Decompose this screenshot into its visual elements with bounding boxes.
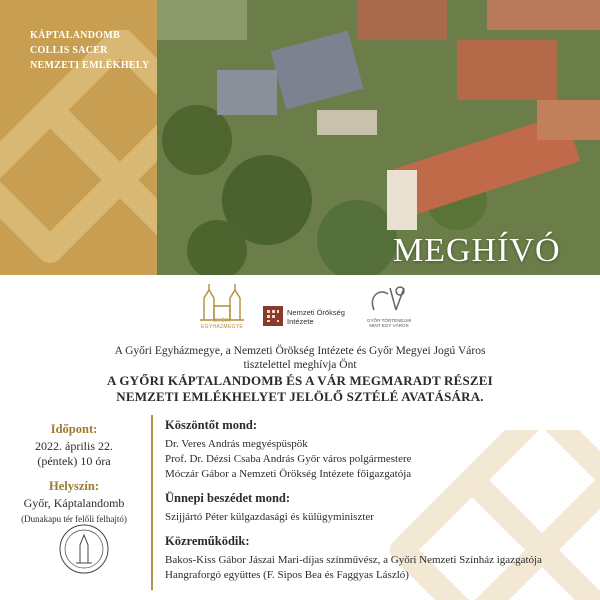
speech-speaker: Szijjártó Péter külgazdasági és külügyminiszter xyxy=(165,511,374,523)
event-details xyxy=(0,422,148,524)
intro-text xyxy=(0,344,600,372)
church-towers-icon xyxy=(196,282,248,322)
gyor-caption-line: MINT EGY VÁROS xyxy=(369,323,409,328)
speech-section xyxy=(165,491,595,525)
greeting-section xyxy=(165,418,595,482)
nok-logo xyxy=(263,306,353,330)
event-date: 2022. április 22. xyxy=(35,439,113,453)
banner-title-line: COLLIS SACER xyxy=(30,45,108,56)
performers-title: Közreműködik: xyxy=(165,534,250,548)
gyor-city-logo xyxy=(366,282,412,330)
performer: Bakos-Kiss Gábor Jászai Mari-díjas színművész, a Győri Nemzeti Színház igazgatója xyxy=(165,554,542,566)
speech-title: Ünnepi beszédet mond: xyxy=(165,491,291,505)
greeting-title: Köszöntőt mond: xyxy=(165,418,258,432)
time-label: Időpont: xyxy=(50,422,98,436)
headline-line: A GYŐRI KÁPTALANDOMB ÉS A VÁR MEGMARADT RÉSZEI xyxy=(107,373,493,388)
greeting-speaker: Móczár Gábor a Nemzeti Örökség Intézete főigazgatója xyxy=(165,468,412,480)
partner-logos xyxy=(0,282,600,332)
banner-title-line: KÁPTALANDOMB xyxy=(30,30,121,41)
diocese-caption: GYŐRI EGYHÁZMEGYE xyxy=(201,318,243,330)
headline-line: NEMZETI EMLÉKHELYET JELÖLŐ SZTÉLÉ AVATÁSÁRA. xyxy=(116,389,484,404)
greeting-speaker: Prof. Dr. Dézsi Csaba András Győr város polgármestere xyxy=(165,453,412,465)
column-divider xyxy=(151,415,153,590)
gyor-caption-line: GYŐR TÖRTÉNELMI xyxy=(366,318,412,323)
nok-mark-icon xyxy=(263,306,283,326)
program xyxy=(165,418,595,592)
intro-line: A Győri Egyházmegye, a Nemzeti Örökség Intézete és Győr Megyei Jogú Város xyxy=(114,345,486,357)
nok-name-line: Nemzeti Örökség xyxy=(287,308,345,317)
place-note: (Dunakapu tér felőli felhajtó) xyxy=(21,514,127,524)
banner-title-line: NEMZETI EMLÉKHELY xyxy=(30,60,150,71)
header-banner xyxy=(0,0,600,275)
performer: Hangraforgó együttes (F. Sipos Bea és Faggyas László) xyxy=(165,569,409,581)
seal-icon xyxy=(58,523,110,575)
place-label: Helyszín: xyxy=(49,479,99,493)
intro-line: tisztelettel meghívja Önt xyxy=(243,359,357,371)
greeting-speaker: Dr. Veres András megyéspüspök xyxy=(165,438,308,450)
performers-section xyxy=(165,534,595,583)
nok-name-line: Intézete xyxy=(287,317,314,326)
gyor-emblem-icon xyxy=(366,282,412,316)
banner-title xyxy=(30,28,160,73)
event-place: Győr, Káptalandomb xyxy=(23,496,125,510)
event-time: (péntek) 10 óra xyxy=(37,454,111,468)
diocese-logo xyxy=(196,282,248,330)
event-headline xyxy=(0,373,600,405)
invitation-heading: MEGHÍVÓ xyxy=(393,232,561,269)
